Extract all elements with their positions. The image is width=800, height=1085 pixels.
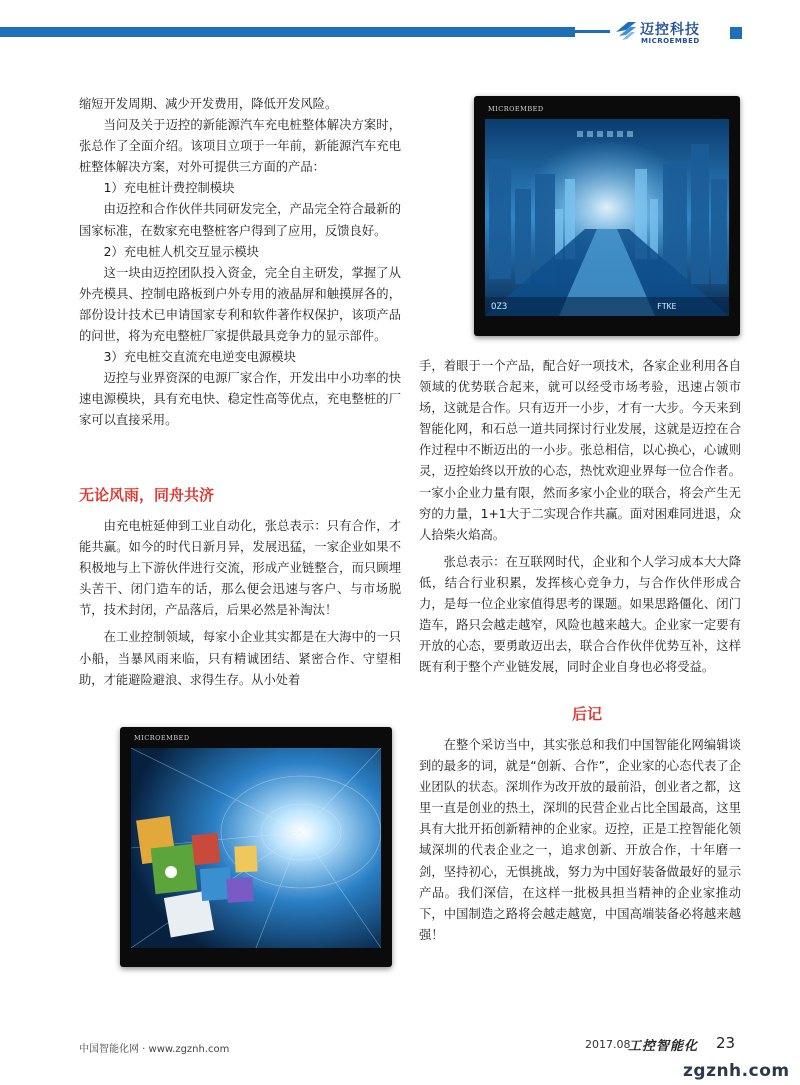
monitor-brand-label: MICROEMBED	[134, 734, 190, 742]
section-title-afterword: 后记	[572, 705, 603, 723]
list-item-heading: 2）充电桩人机交互显示模块	[103, 244, 259, 259]
header-corner-square	[730, 27, 742, 39]
photo-wall-graphic	[131, 748, 381, 948]
monitor-screen	[131, 748, 381, 948]
left-column-section	[79, 516, 401, 691]
paragraph: 当问及关于迈控的新能源汽车充电桩整体解决方案时，张总作了全面介绍。该项目立项于一年前，新能源汽车充电桩整体解决方案，对外可提供三方面的产品：	[79, 118, 401, 175]
screen-text-right: FTKE	[657, 302, 677, 311]
microembed-logo-icon	[614, 18, 638, 42]
paragraph: 在工业控制领域，每家小企业其实都是在大海中的一只小船，当暴风雨来临，只有精诚团结、紧密合作、守望相助，才能避险避浪、求得生存。从小处着	[79, 630, 401, 687]
brand-name-cn: 迈控科技	[640, 22, 700, 38]
paragraph: 这一块由迈控团队投入资金，完全自主研发，掌握了从外壳模具、控制电路板到户外专用的液晶屏和触摸屏各的，部份设计技术已申请国家专利和软件著作权保护，该项产品的问世，将为充电整桩厂家提供最具竞争力的显示部件。	[79, 265, 401, 344]
footer-issue-date: 2017.08	[585, 1038, 631, 1051]
paragraph: 张总表示：在互联网时代，企业和个人学习成本大大降低，结合行业积累，发挥核心竞争力，与合作伙伴形成合力，是每一位企业家值得思考的课题。如果思路僵化、闭门造车，路只会越走越窄，风险也越来越大。企业家一定要有开放的心态，要勇敢迈出去，联合合作伙伴优势互补，这样既有利于整个产业链发展，同时企业自身也必将受益。	[419, 554, 741, 675]
paragraph: 由充电桩延伸到工业自动化，张总表示：只有合作，才能共赢。如今的时代日新月异，发展迅猛，一家企业如果不积极地与上下游伙伴进行交流，形成产业链整合，而只顾埋头苦干、闭门造车的话，那么便会迅速与客户、与市场脱节，技术封闭，产品落后，后果必然是补淘汰！	[79, 519, 401, 618]
screen-text-left: OZ3	[491, 302, 508, 312]
footer-site-name: 中国智能化网 · www.zgznh.com	[79, 1044, 230, 1055]
footer-magazine-title: 工控智能化	[628, 1039, 699, 1054]
watermark: zgznh.com	[683, 1061, 790, 1081]
list-item-heading: 3）充电桩交直流充电逆变电源模块	[103, 350, 296, 365]
monitor-brand-label: MICROEMBED	[488, 105, 544, 113]
product-image-monitor-top	[474, 96, 740, 336]
paragraph: 在整个采访当中，其实张总和我们中国智能化网编辑谈到的最多的词，就是“创新、合作”，企业家的心态代表了企业团队的状态。深圳作为改开放的最前沿，创业者之都，这里一直是创业的热土，深圳的民营企业占比全国最高，这里具有大批开拓创新精神的企业家。迈控，正是工控智能化领域深圳的代表企业之一，追求创新、开放合作，十年磨一剑，坚持初心，无惧挑战，努力为中国好装备做最好的显示产品。我们深信，在这样一批极具担当精神的企业家推动下，中国制造之路将会越走越宽，中国高端装备必将越来越强！	[419, 738, 741, 942]
paragraph: 手，着眼于一个产品，配合好一项技术，各家企业利用各自领域的优势联合起来，就可以经受市场考验，迅速占领市场，这就是合作。只有迈开一小步，才有一大步。今天来到智能化网，和石总一道共同探讨行业发展，这就是迈控在合作过程中不断迈出的一小步。张总相信，以心换心，心诚则灵，迈控始终以开放的心态，热忱欢迎业界每一位合作者。一家小企业力量有限，然而多家小企业的联合，将会产生无穷的力量，1+1大于二实现合作共赢。面对困难同进退，众人拾柴火焰高。	[419, 359, 741, 542]
brand-logo	[614, 16, 724, 50]
product-image-monitor-bottom	[120, 727, 392, 967]
left-column	[79, 94, 401, 432]
paragraph: 由迈控和合作伙伴共同研发完全，产品完全符合最新的国家标准，在数家充电整桩客户得到了应用，反馈良好。	[79, 202, 401, 238]
list-item-heading: 1）充电桩计费控制模块	[103, 181, 235, 196]
monitor-screen	[485, 119, 729, 316]
page-number: 23	[716, 1034, 736, 1052]
section-title: 无论风雨，同舟共济	[79, 486, 215, 504]
right-column-section	[419, 735, 741, 946]
header-accent-bar	[0, 27, 575, 37]
paragraph: 迈控与业界资深的电源厂家合作，开发出中小功率的快速电源模块，具有充电快、稳定性高等优点，充电整桩的厂家可以直接采用。	[79, 371, 401, 428]
city-graphic	[485, 119, 729, 316]
right-column	[419, 356, 741, 678]
header-accent-line	[575, 30, 610, 33]
paragraph: 缩短开发周期、减少开发费用，降低开发风险。	[79, 97, 338, 111]
brand-name-en: MICROEMBED	[641, 37, 700, 45]
